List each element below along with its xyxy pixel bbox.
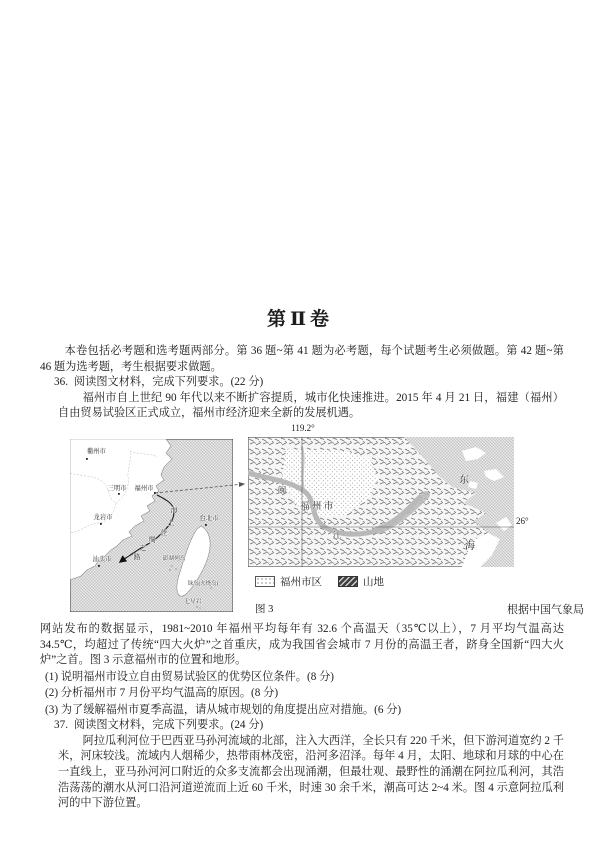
legend-item-mountain [338,574,384,589]
legend-mountain-label: 山地 [363,576,384,588]
question-36-sub-1: (1) 说明福州市设立自由贸易试验区的优势区位条件。(8 分) [45,670,334,683]
city-label-fuzhou: 福 州 市 [300,501,334,512]
city-label: 台北市 [199,514,219,522]
question-37-header [54,718,564,734]
detail-map [248,437,514,567]
svg-text:绸: 绸 [148,535,156,544]
question-37-material: 阿拉瓜利河位于巴西亚马孙河流域的北部，注入大西洋，全长只有 220 千米，但下游河道宽约 2 千米，河床较浅。流域内人烟稀少，热带雨林茂密，沿河多沼泽。每年 4 月，太阳、地球和月球的中心在一直线上，亚马孙河河口附近的众多支流都会出现涌潮，但最壮观、最野性的涌潮在阿拉瓜利河，其浩浩荡荡的潮水从河口沿河道逆流而上近 60 千米，时速 30 余千米，潮高可达 2~4 米。图 4 示意阿拉瓜利河的中下游位置。 [58,734,564,810]
question-36-material-1: 福州市自上世纪 90 年代以来不断扩容提质，城市化快速推进。2015 年 4 月 21 日，福建（福州）自由贸易试验区正式成立，福州市经济迎来全新的发展机遇。 [58,391,564,420]
island-label: 绿岛(火烧岛) [187,580,219,587]
figure-source: 根据中国气象局 [507,603,584,616]
river-label-min: 闽 [277,484,287,495]
river-label-jiang: 江 [332,529,342,540]
mountain-swatch-icon [338,576,358,587]
svg-text:丝: 丝 [160,528,168,537]
question-37-number: 37. [54,719,68,732]
latitude-label: 26° [516,515,529,526]
city-label: 龙岩市 [93,513,113,521]
map-legend [255,574,384,589]
longitude-label: 119.2° [291,422,315,433]
svg-text:上: 上 [167,518,175,527]
svg-text:路: 路 [133,552,141,561]
question-36-sub-2: (2) 分析福州市 7 月份平均气温高的原因。(8 分) [45,687,279,700]
city-label: 三明市 [107,484,127,492]
island-label: 澎湖列岛 [162,555,186,562]
city-label: 福州市 [134,484,154,492]
question-36-material-2: 网站发布的数据显示，1981~2010 年福州平均每年有 32.6 个高温天（35℃以上），7 月平均气温高达 34.5℃，均超过了传统“四大火炉”之首重庆，成为我国省会城市 7 月份的高温王者，跻身全国新“四大火炉”之首。图 3 示意福州市的位置和地形。 [40,622,564,667]
question-36-number: 36. [54,376,68,389]
sea-label-dong: 东 [459,474,469,486]
legend-item-urban [255,574,322,589]
section-title: 第Ⅱ卷 [266,309,333,330]
city-label: 汕头市 [92,555,112,563]
legend-urban-label: 福州市区 [280,576,322,588]
urban-swatch-icon [255,576,275,587]
overview-map [70,439,233,612]
exam-instructions: 本卷包括必考题和选考题两部分。第 36 题~第 41 题为必考题，每个试题考生必须做题。第 42 题~第 46 题为选考题，考生根据要求做题。 [40,345,564,373]
island-label: 七星岩 [184,598,202,605]
figure-3-block [0,422,600,620]
figure-caption: 图 3 [255,603,274,615]
city-label: 衢州市 [87,447,106,455]
question-36-sub-3: (3) 为了缓解福州市夏季高温，请从城市规划的角度提出应对措施。(6 分) [45,703,402,716]
svg-text:海: 海 [170,505,178,514]
svg-text:之: 之 [139,543,147,552]
question-37-prompt: 阅读图文材料，完成下列要求。(24 分) [73,719,264,732]
question-36-prompt: 阅读图文材料，完成下列要求。(22 分) [73,376,264,389]
sea-label-hai: 海 [465,540,475,552]
question-36-header [54,375,564,391]
map-link-arrow [150,474,250,502]
